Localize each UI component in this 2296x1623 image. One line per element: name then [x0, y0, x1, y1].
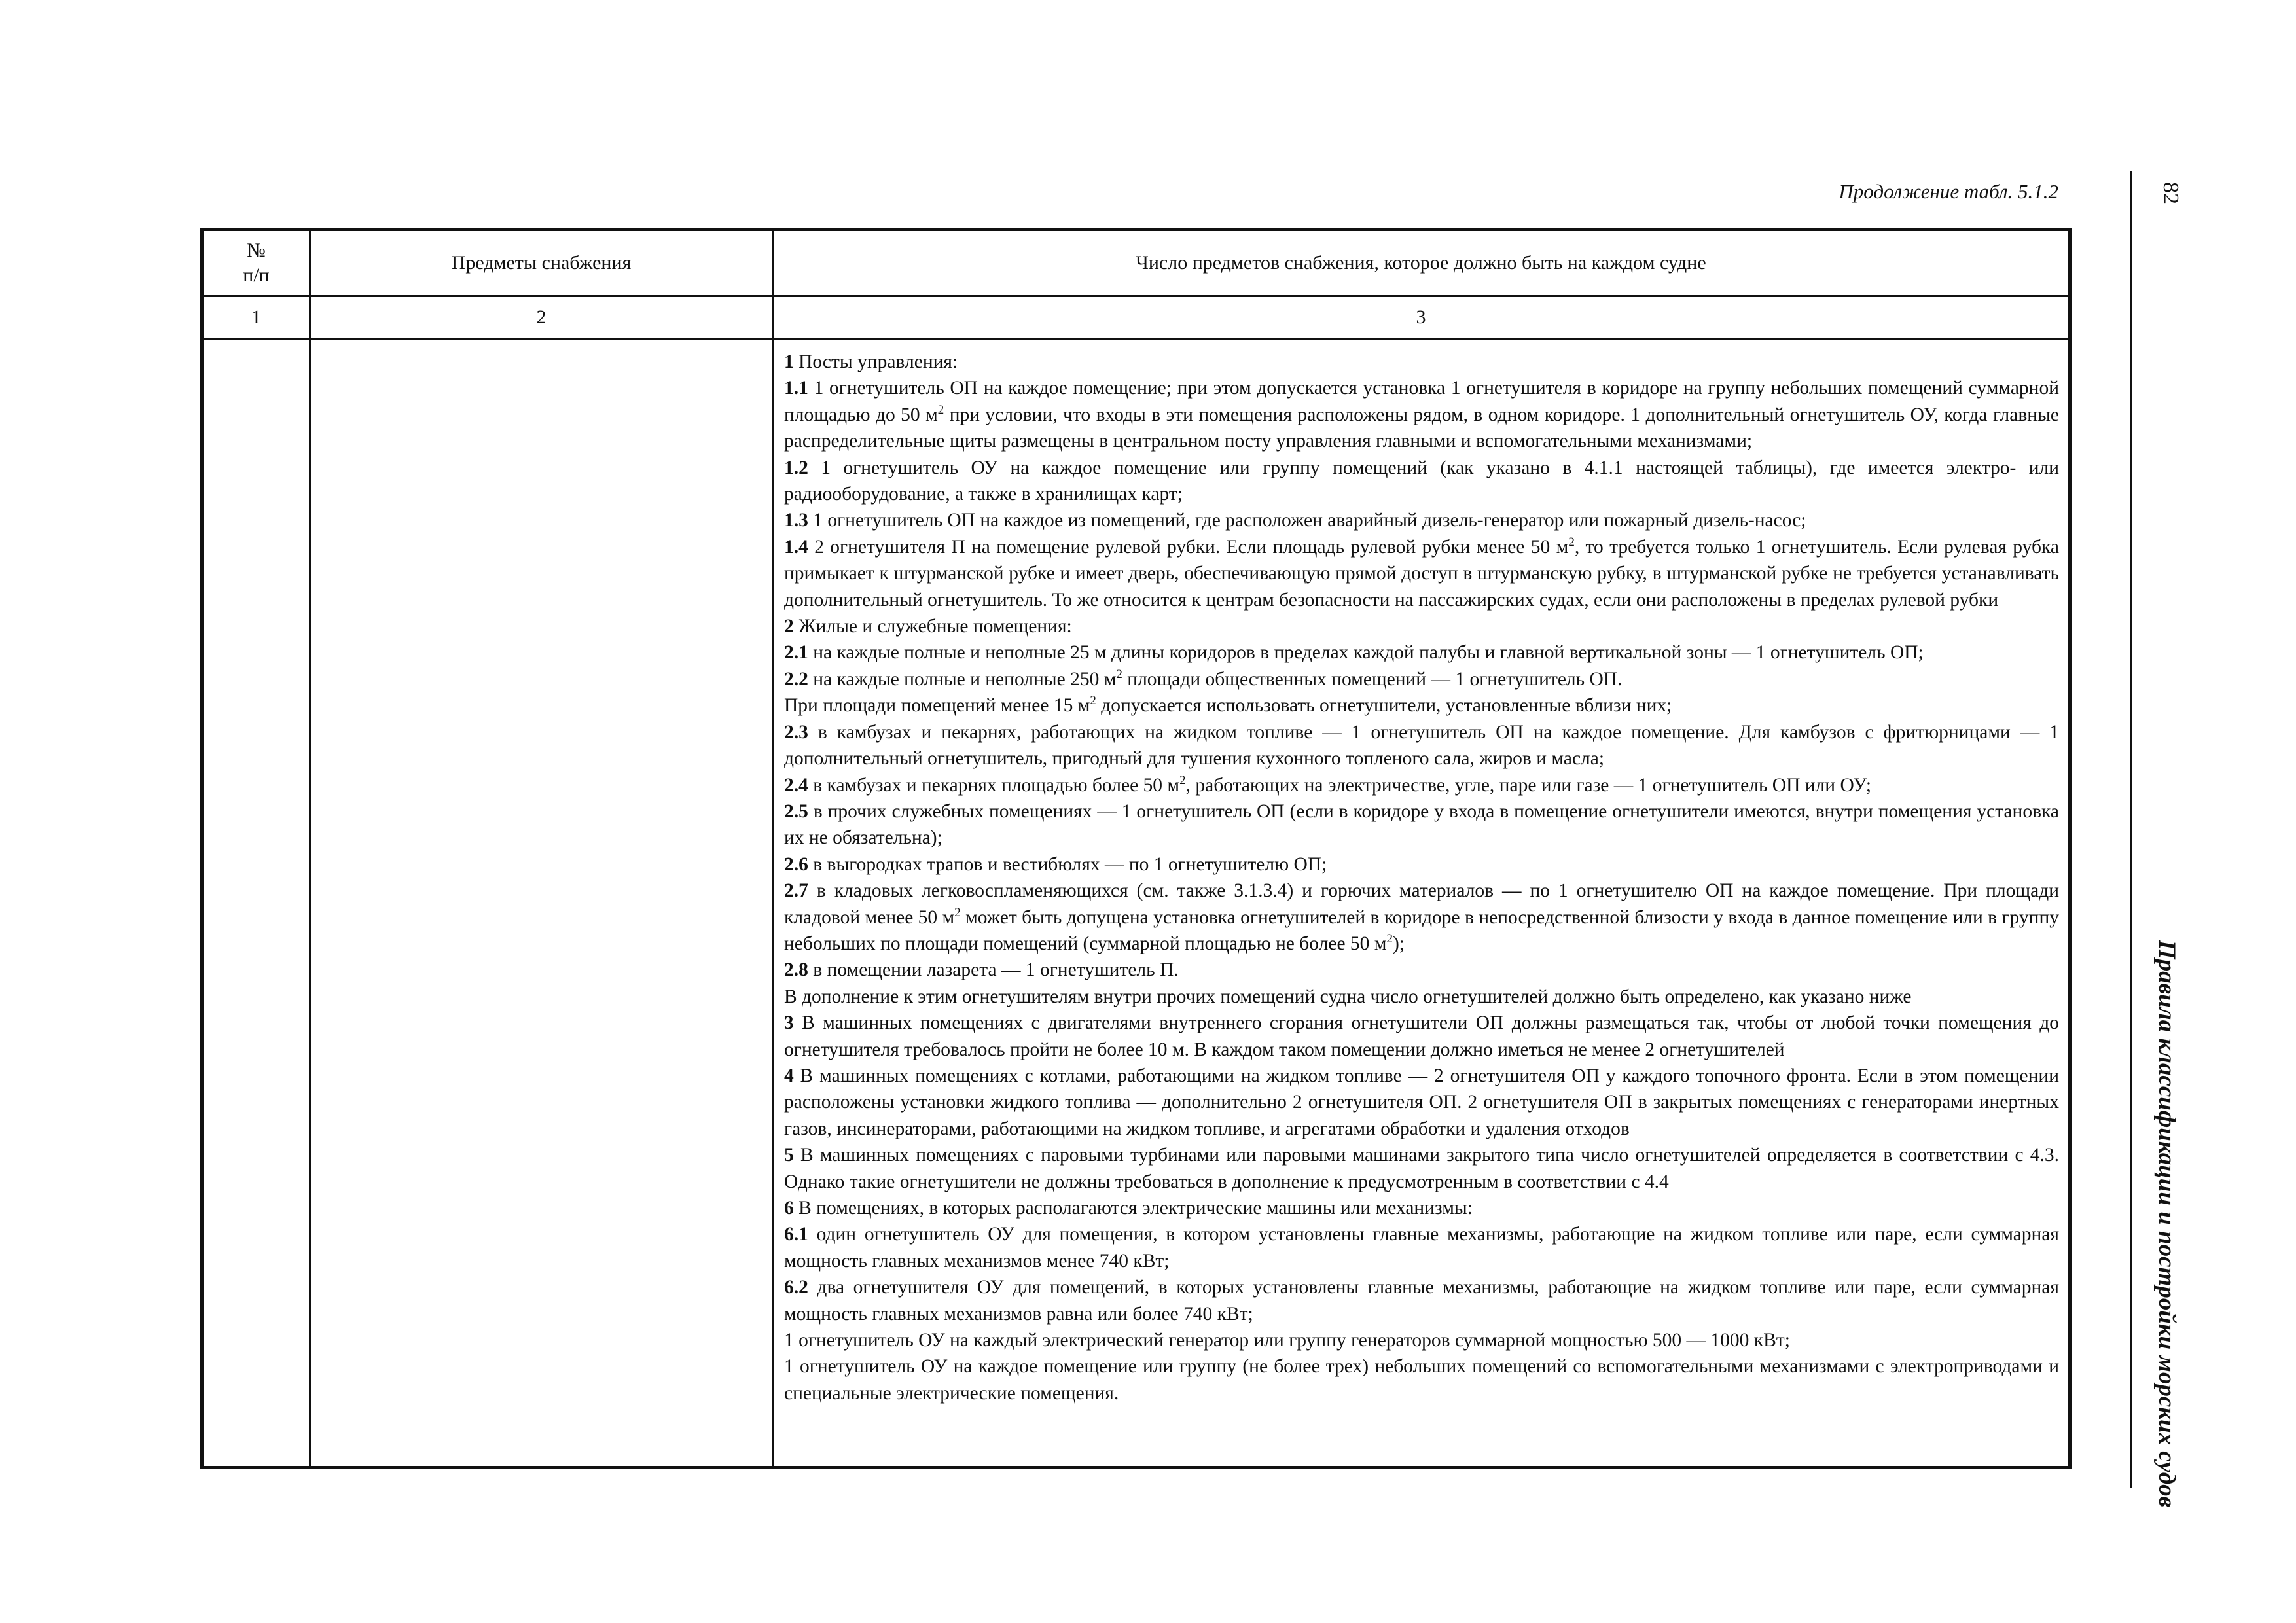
paragraph-number: 1.4	[784, 536, 808, 558]
paragraph-text: два огнетушителя ОУ для помещений, в которых установлены главные механизмы, работающие на жидком топливе или паре, если суммарная мощность главных механизмов равна или более 740 кВт;	[784, 1277, 2059, 1325]
cell-supply-items-empty	[310, 339, 773, 1468]
requirement-paragraph	[784, 798, 2059, 851]
paragraph-text: В помещениях, в которых располагаются электрические машины или механизмы:	[793, 1198, 1473, 1219]
paragraph-text: допускается использовать огнетушители, установленные вблизи них;	[1096, 695, 1672, 717]
superscript: 2	[1386, 932, 1393, 946]
paragraph-number: 2.5	[784, 800, 808, 822]
requirement-paragraph	[784, 1221, 2059, 1274]
header-supply-count: Число предметов снабжения, которое должно быть на каждом судне	[773, 230, 2070, 296]
paragraph-text: на каждые полные и неполные 25 м длины коридоров в пределах каждой палубы и главной вертикальной зоны — 1 огнетушитель ОП;	[808, 642, 1924, 664]
requirement-paragraph	[784, 613, 2059, 639]
header-number-abbr: п/п	[243, 264, 270, 286]
paragraph-text: 1 огнетушитель ОП на каждое помещение; при этом допускается установка 1 огнетушителя в коридоре на группу небольших помещений суммарной площадью до 50 м	[784, 378, 2059, 425]
paragraph-number: 1.3	[784, 510, 808, 531]
paragraph-text: В машинных помещениях с паровыми турбинами или паровыми машинами закрытого типа число огнетушителей определяется в соответствии с 4.3. Однако такие огнетушители не должны требоваться в дополнение к предусмотренным в соответствии с 4.4	[784, 1145, 2059, 1192]
requirement-paragraph	[784, 507, 2059, 533]
column-number-3: 3	[773, 296, 2070, 339]
paragraph-text: В машинных помещениях с котлами, работающими на жидком топливе — 2 огнетушителя ОП у каждого топочного фронта. Если в этом помещении расположены установки жидкого топлива — дополнительно 2 огнетушителя ОП. 2 огнетушителя ОП в закрытых помещениях с генераторами инертных газов, инсинераторами, работающими на жидком топливе, и агрегатами обработки и удаления отходов	[784, 1065, 2059, 1139]
paragraph-number: 6.2	[784, 1277, 808, 1298]
requirement-paragraph	[784, 1142, 2059, 1195]
column-number-2: 2	[310, 296, 773, 339]
supply-table	[200, 228, 2072, 1469]
paragraph-number: 2.8	[784, 959, 808, 981]
paragraph-text: один огнетушитель ОУ для помещения, в котором установлены главные механизмы, работающие на жидком топливе или паре, если суммарная мощность главных механизмов менее 740 кВт;	[784, 1224, 2059, 1272]
cell-number-empty	[202, 339, 310, 1468]
table-body-row	[202, 339, 2070, 1468]
paragraph-number: 4	[784, 1065, 794, 1086]
requirement-paragraph	[784, 692, 2059, 719]
requirement-paragraph	[784, 534, 2059, 613]
paragraph-number: 2.4	[784, 774, 808, 796]
paragraph-text: В машинных помещениях с двигателями внутреннего сгорания огнетушители ОП должны размещаться так, чтобы от любой точки помещения до огнетушителя требовалось пройти не более 10 м. В каждом таком помещении должно иметься не менее 2 огнетушителей	[784, 1012, 2059, 1060]
paragraph-text: При площади помещений менее 15 м	[784, 695, 1090, 717]
paragraph-text: в прочих служебных помещениях — 1 огнетушитель ОП (если в коридоре у входа в помещение огнетушители имеются, внутри помещения установка их не обязательна);	[784, 800, 2059, 849]
paragraph-number: 1.2	[784, 457, 808, 478]
header-number-sign: №	[247, 240, 266, 261]
superscript: 2	[1116, 668, 1122, 682]
side-rule	[2130, 171, 2132, 1488]
table-header-row	[202, 230, 2070, 296]
paragraph-number: 2.2	[784, 668, 808, 690]
requirement-paragraph	[784, 851, 2059, 878]
paragraph-number: 1.1	[784, 378, 808, 399]
superscript: 2	[1179, 773, 1186, 787]
requirement-paragraph	[784, 1353, 2059, 1406]
paragraph-text: Жилые и служебные помещения:	[793, 616, 1072, 637]
paragraph-number: 6	[784, 1198, 794, 1219]
requirement-paragraph	[784, 1063, 2059, 1142]
paragraph-text: В дополнение к этим огнетушителям внутри прочих помещений судна число огнетушителей должно быть определено, как указано ниже	[784, 986, 1912, 1007]
requirement-paragraph	[784, 375, 2059, 454]
paragraph-text: 1 огнетушитель ОУ на каждое помещение или группу (не более трех) небольших помещений со вспомогательными механизмами с электроприводами и специальные электрические помещения.	[784, 1356, 2059, 1404]
requirement-paragraph	[784, 639, 2059, 666]
paragraph-number: 1	[784, 351, 794, 372]
requirement-paragraph	[784, 349, 2059, 375]
superscript: 2	[1568, 535, 1575, 550]
requirement-paragraph	[784, 957, 2059, 983]
table-continuation-label: Продолжение табл. 5.1.2	[1839, 180, 2058, 203]
requirement-paragraph	[784, 772, 2059, 798]
paragraph-text: 1 огнетушитель ОП на каждое из помещений, где расположен аварийный дизель-генератор или пожарный дизель-насос;	[808, 510, 1806, 531]
header-supply-items: Предметы снабжения	[310, 230, 773, 296]
requirement-paragraph	[784, 984, 2059, 1010]
paragraph-number: 2.1	[784, 642, 808, 664]
paragraph-text: , то требуется только 1 огнетушитель. Если рулевая рубка примыкает к штурманской рубке и имеет дверь, обеспечивающую прямой доступ в штурманскую рубку, в штурманской рубке не требуется устанавливать дополнительный огнетушитель. То же относится к центрам безопасности на пассажирских судах, если они расположены в пределах рулевой рубки	[784, 536, 2059, 611]
paragraph-number: 5	[784, 1145, 794, 1166]
requirement-paragraph	[784, 1195, 2059, 1221]
paragraph-number: 2.7	[784, 880, 808, 902]
requirement-paragraph	[784, 455, 2059, 508]
paragraph-text: площади общественных помещений — 1 огнетушитель ОП.	[1122, 668, 1623, 690]
header-number	[202, 230, 310, 296]
paragraph-number: 2.3	[784, 721, 808, 743]
paragraph-text: в камбузах и пекарнях, работающих на жидком топливе — 1 огнетушитель ОП на каждое помещение. Для камбузов с фритюрницами — 1 дополнительный огнетушитель, пригодный для тушения кухонного топленого сала, жиров и масла;	[784, 721, 2059, 770]
paragraph-text: в камбузах и пекарнях площадью более 50 м	[808, 774, 1180, 796]
requirement-paragraph	[784, 878, 2059, 957]
paragraph-text: в выгородках трапов и вестибюлях — по 1 огнетушителю ОП;	[808, 853, 1327, 875]
paragraph-text: Посты управления:	[793, 351, 958, 372]
requirements-text	[774, 340, 2068, 1413]
requirement-paragraph	[784, 1010, 2059, 1063]
cell-supply-count	[773, 339, 2070, 1468]
requirement-paragraph	[784, 666, 2059, 692]
superscript: 2	[937, 402, 944, 417]
superscript: 2	[1090, 694, 1096, 708]
paragraph-text: на каждые полные и неполные 250 м	[808, 668, 1117, 690]
paragraph-text: в помещении лазарета — 1 огнетушитель П.	[808, 959, 1179, 981]
paragraph-text: 1 огнетушитель ОУ на каждый электрический генератор или группу генераторов суммарной мощностью 500 — 1000 кВт;	[784, 1330, 1790, 1351]
paragraph-text: 2 огнетушителя П на помещение рулевой рубки. Если площадь рулевой рубки менее 50 м	[808, 536, 1569, 558]
paragraph-text: при условии, что входы в эти помещения расположены рядом, в одном коридоре. 1 дополнительный огнетушитель ОУ, когда главные распределительные щиты размещены в центральном посту управления главными и вспомогательными механизмами;	[784, 404, 2059, 452]
column-number-row	[202, 296, 2070, 339]
paragraph-text: 1 огнетушитель ОУ на каждое помещение или группу помещений (как указано в 4.1.1 настоящей таблицы), где имеется электро- или радиооборудование, а также в хранилищах карт;	[784, 457, 2059, 505]
requirement-paragraph	[784, 1274, 2059, 1327]
paragraph-text: );	[1392, 933, 1405, 954]
paragraph-text: , работающих на электричестве, угле, паре или газе — 1 огнетушитель ОП или ОУ;	[1185, 774, 1872, 796]
running-title: Правила классификации и постройки морских судов	[2153, 940, 2180, 1508]
column-number-1: 1	[202, 296, 310, 339]
paragraph-number: 3	[784, 1012, 794, 1034]
paragraph-number: 6.1	[784, 1224, 808, 1245]
superscript: 2	[954, 905, 961, 919]
paragraph-text: может быть допущена установка огнетушителей в коридоре в непосредственной близости у входа в данное помещение или в группу небольших по площади помещений (суммарной площадью не более 50 м	[784, 906, 2059, 954]
requirement-paragraph	[784, 719, 2059, 772]
paragraph-text: в кладовых легковоспламеняющихся (см. также 3.1.3.4) и горючих материалов — по 1 огнетушителю ОП на каждое помещение. При площади кладовой менее 50 м	[784, 880, 2059, 928]
paragraph-number: 2.6	[784, 853, 808, 875]
paragraph-number: 2	[784, 616, 794, 637]
requirement-paragraph	[784, 1327, 2059, 1353]
page-number: 82	[2159, 182, 2183, 204]
